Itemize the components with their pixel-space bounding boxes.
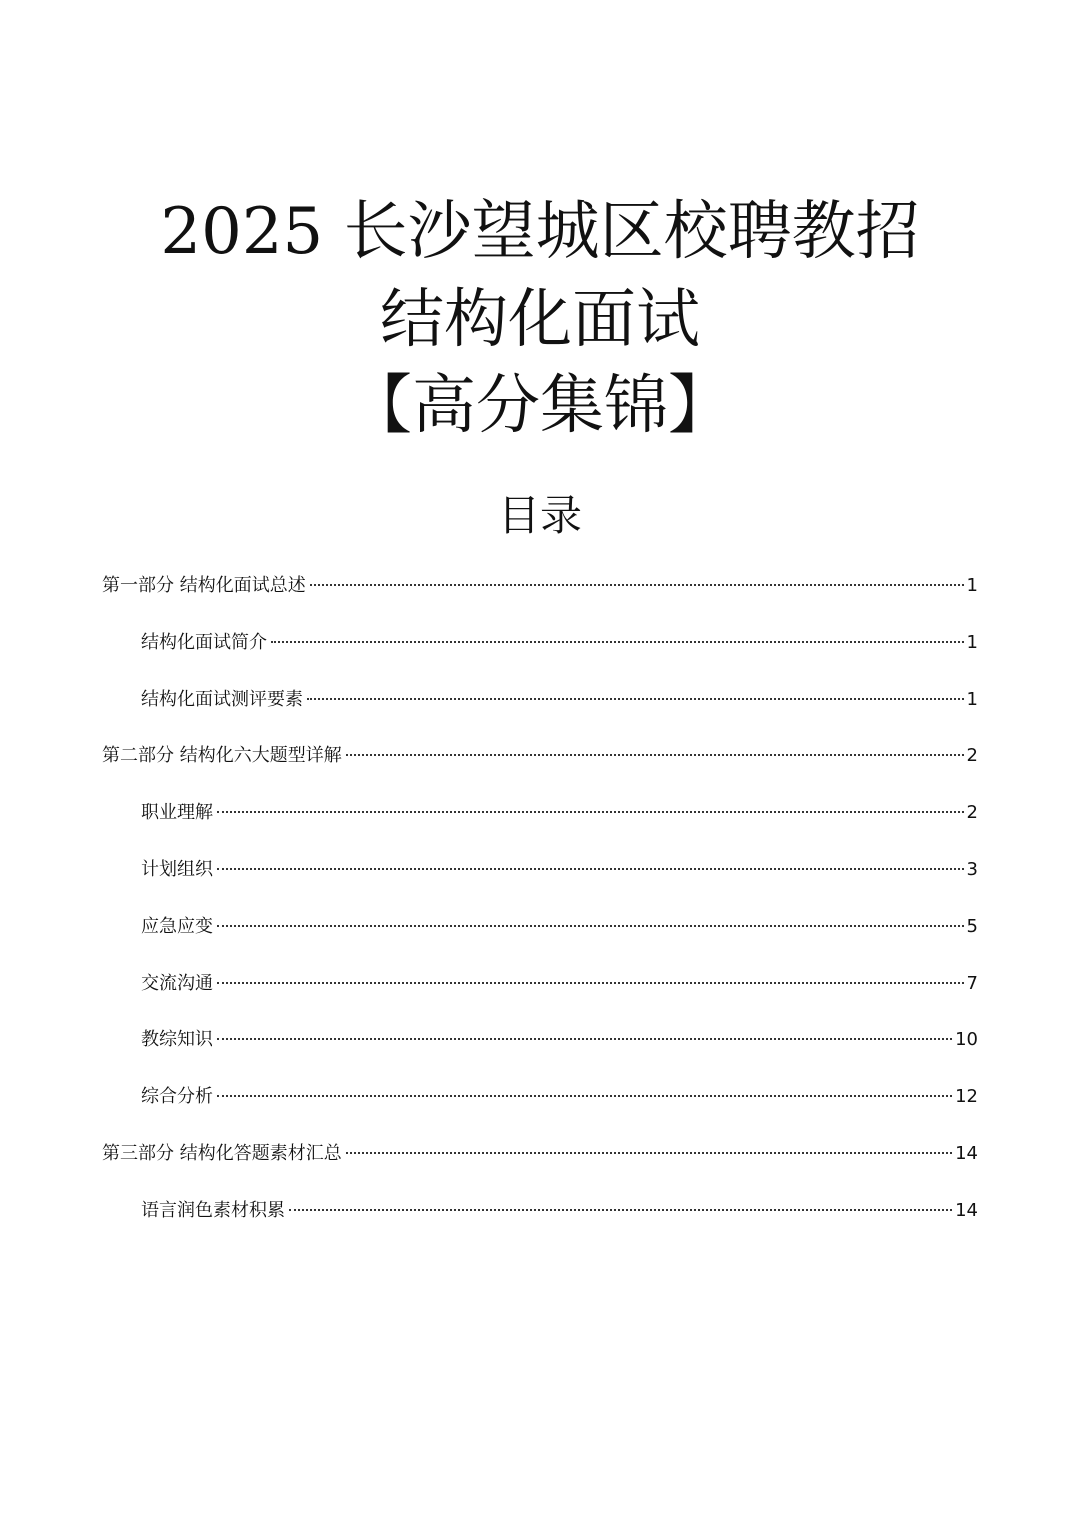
toc-heading: 目录 — [497, 491, 582, 540]
toc-section-entry[interactable] — [102, 736, 978, 793]
toc-entry-label: 应急应变 — [141, 915, 213, 937]
toc-dot-leader — [217, 925, 964, 927]
toc-subsection-entry[interactable] — [102, 964, 978, 1021]
toc-dot-leader — [271, 641, 964, 643]
toc-entry-label: 综合分析 — [141, 1086, 213, 1108]
toc-entry-page-number: 14 — [955, 1142, 978, 1164]
toc-entry-page-number: 5 — [966, 915, 978, 937]
cover-title-line-3: 【高分集锦】 — [348, 369, 732, 443]
toc-entry-label: 计划组织 — [141, 858, 213, 880]
toc-dot-leader — [217, 811, 964, 813]
toc-subsection-entry[interactable] — [102, 623, 978, 680]
toc-dot-leader — [310, 584, 964, 586]
toc-subsection-entry[interactable] — [102, 850, 978, 907]
toc-section-entry[interactable] — [102, 1134, 978, 1191]
toc-entry-label: 第二部分 结构化六大题型详解 — [102, 745, 342, 767]
toc-dot-leader — [217, 982, 964, 984]
toc-entry-label: 结构化面试简介 — [141, 631, 267, 653]
toc-dot-leader — [217, 868, 964, 870]
toc-dot-leader — [217, 1095, 952, 1097]
toc-subsection-entry[interactable] — [102, 1191, 978, 1248]
toc-entry-page-number: 10 — [955, 1029, 978, 1051]
toc-subsection-entry[interactable] — [102, 680, 978, 737]
toc-dot-leader — [307, 698, 964, 700]
toc-entry-label: 职业理解 — [141, 802, 213, 824]
toc-entry-page-number: 14 — [955, 1199, 978, 1221]
cover-title-line-2: 结构化面试 — [380, 283, 700, 357]
toc-dot-leader — [289, 1209, 952, 1211]
toc-entry-page-number: 12 — [955, 1086, 978, 1108]
toc-entry-label: 语言润色素材积累 — [141, 1199, 285, 1221]
toc-entry-page-number: 3 — [966, 858, 978, 880]
toc-entry-page-number: 1 — [966, 631, 978, 653]
toc-entry-page-number: 2 — [966, 745, 978, 767]
toc-section-entry[interactable] — [102, 566, 978, 623]
toc-subsection-entry[interactable] — [102, 793, 978, 850]
toc-subsection-entry[interactable] — [102, 1020, 978, 1077]
toc-dot-leader — [346, 754, 964, 756]
toc-dot-leader — [217, 1038, 952, 1040]
toc-entry-page-number: 1 — [966, 575, 978, 596]
cover-title-line-1: 2025 长沙望城区校聘教招 — [160, 195, 920, 269]
table-of-contents — [102, 566, 978, 1248]
toc-entry-label: 结构化面试测评要素 — [141, 688, 303, 710]
toc-subsection-entry[interactable] — [102, 907, 978, 964]
toc-entry-label: 交流沟通 — [141, 972, 213, 994]
toc-dot-leader — [346, 1152, 952, 1154]
toc-entry-page-number: 7 — [966, 972, 978, 994]
toc-entry-page-number: 1 — [966, 688, 978, 710]
toc-entry-label: 第一部分 结构化面试总述 — [102, 575, 306, 596]
toc-entry-page-number: 2 — [966, 802, 978, 824]
toc-subsection-entry[interactable] — [102, 1077, 978, 1134]
toc-entry-label: 教综知识 — [141, 1029, 213, 1051]
toc-entry-label: 第三部分 结构化答题素材汇总 — [102, 1142, 342, 1164]
